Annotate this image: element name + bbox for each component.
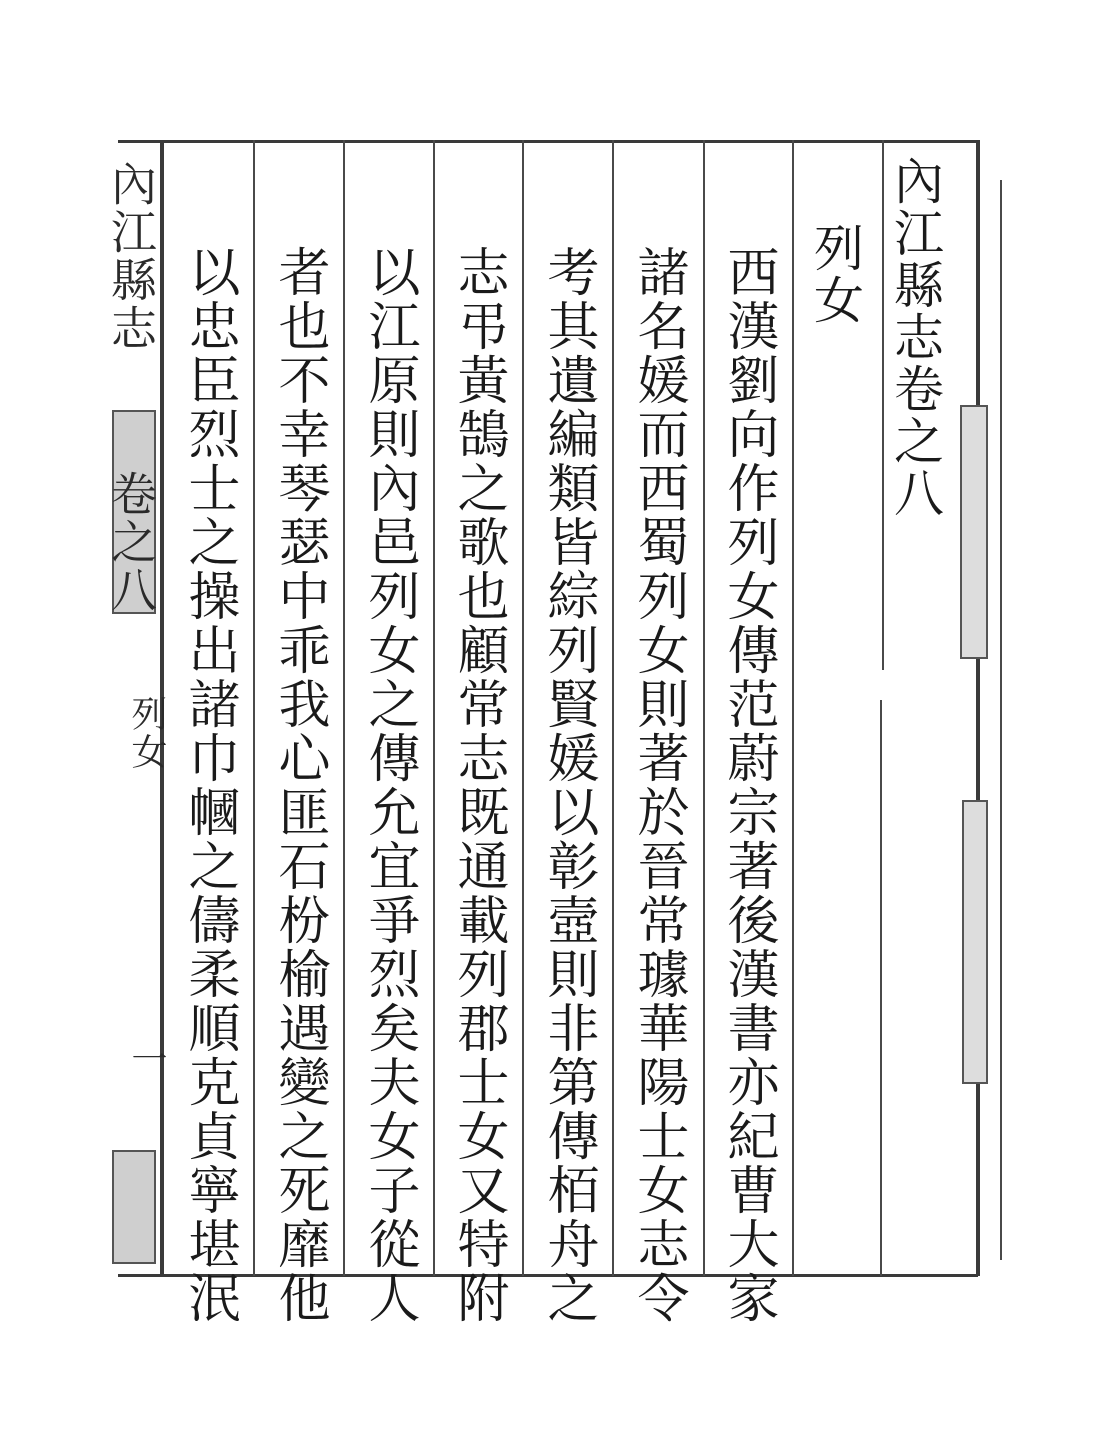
section-heading: 列女: [806, 222, 864, 326]
right-border: [976, 140, 980, 1276]
column-divider: [880, 700, 882, 1276]
fishtail-marker: [962, 800, 988, 1084]
column-divider: [612, 140, 614, 1276]
outer-right-edge: [1000, 180, 1002, 1260]
text-column-2: 諸名媛而西蜀列女則著於晉常璩華陽士女志令: [628, 245, 688, 1325]
margin-volume: 卷之八: [104, 470, 158, 614]
column-divider: [522, 140, 524, 1276]
fishtail-marker: [112, 1150, 156, 1264]
top-border: [118, 140, 978, 143]
column-divider: [882, 140, 884, 670]
column-divider: [703, 140, 705, 1276]
text-column-4: 志弔黃鵠之歌也顧常志既通載列郡士女又特附: [448, 245, 508, 1325]
text-column-3: 考其遺編類皆綜列賢媛以彰壼則非第傳栢舟之: [538, 245, 598, 1325]
margin-section: 列女: [126, 695, 167, 771]
text-column-6: 者也不幸琴瑟中乖我心匪石枌榆遇變之死靡他: [269, 245, 329, 1325]
text-column-5: 以江原則內邑列女之傳允宜爭烈矣夫女子從人: [359, 245, 419, 1325]
text-column-7: 以忠臣烈士之操出諸巾幗之儔柔順克貞寧堪泯: [179, 245, 239, 1325]
column-divider: [433, 140, 435, 1276]
chapter-title: 內江縣志卷之八: [886, 155, 944, 519]
text-column-1: 西漢劉向作列女傳范蔚宗著後漢書亦紀曹大家: [718, 245, 778, 1325]
margin-page-number: 一: [126, 1040, 167, 1078]
column-divider: [792, 140, 794, 1276]
margin-book-title: 內江縣志: [104, 160, 158, 352]
column-divider: [343, 140, 345, 1276]
column-divider: [253, 140, 255, 1276]
fishtail-marker: [960, 405, 988, 659]
